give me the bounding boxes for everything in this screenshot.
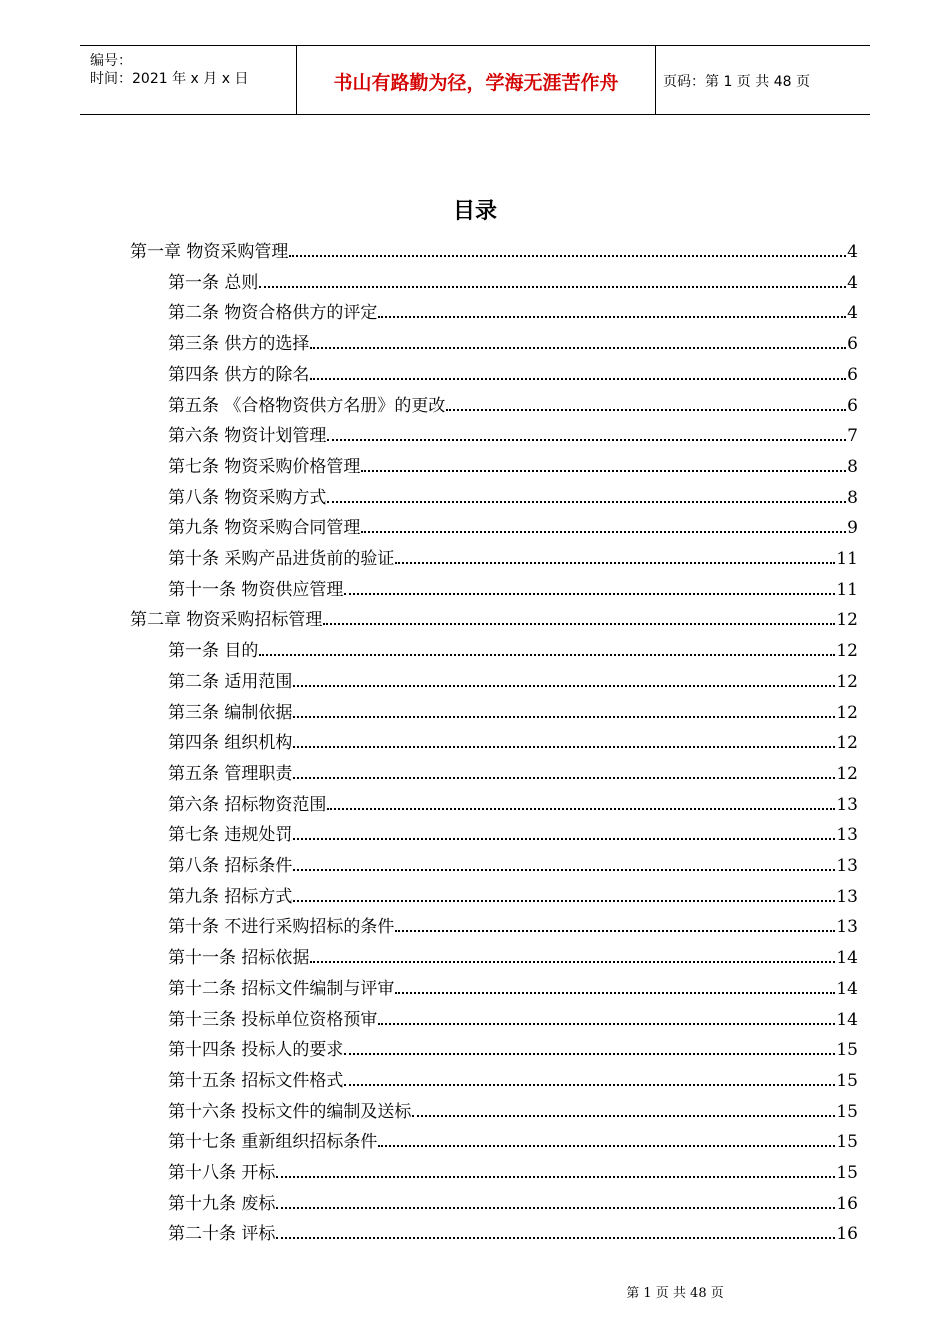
toc-entry-label: 第四条 供方的除名 <box>168 365 310 385</box>
page-code: 页码：第 1 页 共 48 页 <box>663 74 810 90</box>
toc-entry-page-number: 6 <box>847 396 858 416</box>
toc-entry[interactable] <box>168 758 858 784</box>
toc-entry-label: 第十一条 招标依据 <box>168 948 310 968</box>
toc-leader-dots <box>378 1021 835 1025</box>
toc-entry-label: 第一章 物资采购管理 <box>130 242 289 262</box>
toc-entry-page-number: 13 <box>836 856 858 876</box>
toc-leader-dots <box>327 806 835 810</box>
toc-leader-dots <box>259 652 835 656</box>
toc-entry-page-number: 7 <box>847 426 858 446</box>
toc-entry[interactable] <box>168 574 858 600</box>
toc-entry[interactable] <box>168 420 858 446</box>
toc-entry-label: 第九条 招标方式 <box>168 887 293 907</box>
toc-entry-label: 第十二条 招标文件编制与评审 <box>168 979 395 999</box>
toc-entry-page-number: 4 <box>847 242 858 262</box>
toc-entry-label: 第六条 招标物资范围 <box>168 795 327 815</box>
toc-entry[interactable] <box>168 1157 858 1183</box>
toc-entry[interactable] <box>168 359 858 385</box>
toc-leader-dots <box>276 1235 835 1239</box>
toc-entry-page-number: 15 <box>836 1163 858 1183</box>
toc-entry[interactable] <box>168 911 858 937</box>
toc-leader-dots <box>378 1143 835 1147</box>
toc-entry[interactable] <box>168 1004 858 1030</box>
toc-entry-page-number: 14 <box>836 1010 858 1030</box>
toc-entry[interactable] <box>168 789 858 815</box>
toc-leader-dots <box>293 836 835 840</box>
toc-entry-page-number: 13 <box>836 795 858 815</box>
document-header <box>80 45 870 115</box>
toc-leader-dots <box>395 560 835 564</box>
toc-entry-label: 第二条 适用范围 <box>168 672 293 692</box>
toc-entry-label: 第十九条 废标 <box>168 1194 276 1214</box>
toc-entry-page-number: 15 <box>836 1102 858 1122</box>
toc-entry-label: 第三条 编制依据 <box>168 703 293 723</box>
toc-entry[interactable] <box>168 850 858 876</box>
header-meta-cell <box>80 46 296 114</box>
toc-entry-label: 第一条 目的 <box>168 641 259 661</box>
toc-entry-page-number: 14 <box>836 948 858 968</box>
toc-leader-dots <box>310 959 835 963</box>
toc-leader-dots <box>259 284 846 288</box>
toc-entry[interactable] <box>168 1126 858 1152</box>
toc-entry-label: 第五条 《合格物资供方名册》的更改 <box>168 396 446 416</box>
toc-leader-dots <box>327 437 846 441</box>
toc-leader-dots <box>276 1205 835 1209</box>
toc-leader-dots <box>446 407 846 411</box>
toc-entry[interactable] <box>168 1034 858 1060</box>
toc-entry-page-number: 16 <box>836 1194 858 1214</box>
toc-entry-label: 第七条 物资采购价格管理 <box>168 457 361 477</box>
motto-text: 书山有路勤为径，学海无涯苦作舟 <box>333 72 619 94</box>
toc-entry[interactable] <box>168 512 858 538</box>
toc-entry[interactable] <box>168 1218 858 1244</box>
toc-entry[interactable] <box>168 881 858 907</box>
toc-entry-page-number: 12 <box>836 733 858 753</box>
toc-leader-dots <box>378 314 846 318</box>
toc-leader-dots <box>293 714 835 718</box>
toc-entry-page-number: 12 <box>836 764 858 784</box>
toc-entry-label: 第五条 管理职责 <box>168 764 293 784</box>
toc-leader-dots <box>293 898 835 902</box>
toc-entry[interactable] <box>168 543 858 569</box>
toc-leader-dots <box>289 253 846 257</box>
toc-entry[interactable] <box>168 635 858 661</box>
toc-entry[interactable] <box>168 451 858 477</box>
toc-leader-dots <box>310 345 846 349</box>
toc-entry-page-number: 12 <box>836 703 858 723</box>
toc-entry[interactable] <box>168 973 858 999</box>
toc-entry-page-number: 11 <box>836 549 858 569</box>
toc-leader-dots <box>276 1174 835 1178</box>
toc-leader-dots <box>361 468 846 472</box>
toc-leader-dots <box>323 621 835 625</box>
toc-entry-label: 第十七条 重新组织招标条件 <box>168 1132 378 1152</box>
toc-entry[interactable] <box>168 942 858 968</box>
toc-entry-label: 第四条 组织机构 <box>168 733 293 753</box>
toc-entry[interactable] <box>168 819 858 845</box>
toc-entry-label: 第八条 招标条件 <box>168 856 293 876</box>
header-page-cell <box>655 46 870 114</box>
toc-entry[interactable] <box>168 1065 858 1091</box>
toc-entry[interactable] <box>168 1096 858 1122</box>
toc-entry[interactable] <box>168 328 858 354</box>
toc-leader-dots <box>395 928 835 932</box>
header-motto-cell <box>296 46 656 114</box>
toc-leader-dots <box>395 990 835 994</box>
toc-leader-dots <box>327 499 846 503</box>
toc-entry[interactable] <box>168 482 858 508</box>
number-label: 编号： <box>90 53 132 69</box>
time-label: 时间：2021 年 x 月 x 日 <box>90 71 249 87</box>
toc-leader-dots <box>293 775 835 779</box>
toc-entry-page-number: 8 <box>847 488 858 508</box>
toc-entry-page-number: 12 <box>836 641 858 661</box>
toc-entry-label: 第十六条 投标文件的编制及送标 <box>168 1102 412 1122</box>
toc-entry-page-number: 6 <box>847 334 858 354</box>
toc-title: 目录 <box>452 199 497 224</box>
toc-entry-label: 第十五条 招标文件格式 <box>168 1071 344 1091</box>
toc-entry-page-number: 16 <box>836 1224 858 1244</box>
toc-entry-label: 第一条 总则 <box>168 273 259 293</box>
toc-entry-page-number: 15 <box>836 1132 858 1152</box>
toc-entry-label: 第八条 物资采购方式 <box>168 488 327 508</box>
toc-entry-label: 第十四条 投标人的要求 <box>168 1040 344 1060</box>
toc-entry[interactable] <box>168 297 858 323</box>
toc-leader-dots <box>293 867 835 871</box>
toc-leader-dots <box>361 529 846 533</box>
toc-entry-page-number: 13 <box>836 825 858 845</box>
toc-entry-label: 第二条 物资合格供方的评定 <box>168 303 378 323</box>
toc-entry[interactable] <box>168 727 858 753</box>
toc-entry[interactable] <box>168 267 858 293</box>
toc-entry[interactable] <box>168 666 858 692</box>
toc-entry-page-number: 13 <box>836 887 858 907</box>
toc-entry-page-number: 12 <box>836 672 858 692</box>
toc-entry[interactable] <box>168 1188 858 1214</box>
toc-entry-label: 第十八条 开标 <box>168 1163 276 1183</box>
toc-entry-label: 第六条 物资计划管理 <box>168 426 327 446</box>
toc-leader-dots <box>310 376 846 380</box>
toc-entry-page-number: 11 <box>836 580 858 600</box>
toc-entry-page-number: 13 <box>836 917 858 937</box>
toc-entry-label: 第九条 物资采购合同管理 <box>168 518 361 538</box>
toc-entry-page-number: 14 <box>836 979 858 999</box>
toc-leader-dots <box>293 683 835 687</box>
toc-entry-label: 第二章 物资采购招标管理 <box>130 610 323 630</box>
toc-entry-label: 第十三条 投标单位资格预审 <box>168 1010 378 1030</box>
toc-entry[interactable] <box>130 236 858 262</box>
toc-entry-page-number: 9 <box>847 518 858 538</box>
toc-entry-label: 第十条 不进行采购招标的条件 <box>168 917 395 937</box>
toc-leader-dots <box>344 1082 835 1086</box>
toc-entry-label: 第七条 违规处罚 <box>168 825 293 845</box>
toc-entry[interactable] <box>168 697 858 723</box>
toc-entry-page-number: 6 <box>847 365 858 385</box>
toc-leader-dots <box>412 1113 835 1117</box>
toc-leader-dots <box>344 1051 835 1055</box>
toc-entry-page-number: 15 <box>836 1071 858 1091</box>
toc-entry-label: 第十条 采购产品进货前的验证 <box>168 549 395 569</box>
toc-entry-page-number: 8 <box>847 457 858 477</box>
toc-entry[interactable] <box>168 390 858 416</box>
toc-entry-label: 第十一条 物资供应管理 <box>168 580 344 600</box>
toc-leader-dots <box>344 591 835 595</box>
toc-entry-page-number: 4 <box>847 303 858 323</box>
toc-entry-label: 第三条 供方的选择 <box>168 334 310 354</box>
toc-entry-page-number: 4 <box>847 273 858 293</box>
toc-entry[interactable] <box>130 604 858 630</box>
toc-entry-page-number: 12 <box>836 610 858 630</box>
toc-entry-label: 第二十条 评标 <box>168 1224 276 1244</box>
toc-leader-dots <box>293 744 835 748</box>
toc-entry-page-number: 15 <box>836 1040 858 1060</box>
page-footer: 第 1 页 共 48 页 <box>626 1286 724 1301</box>
